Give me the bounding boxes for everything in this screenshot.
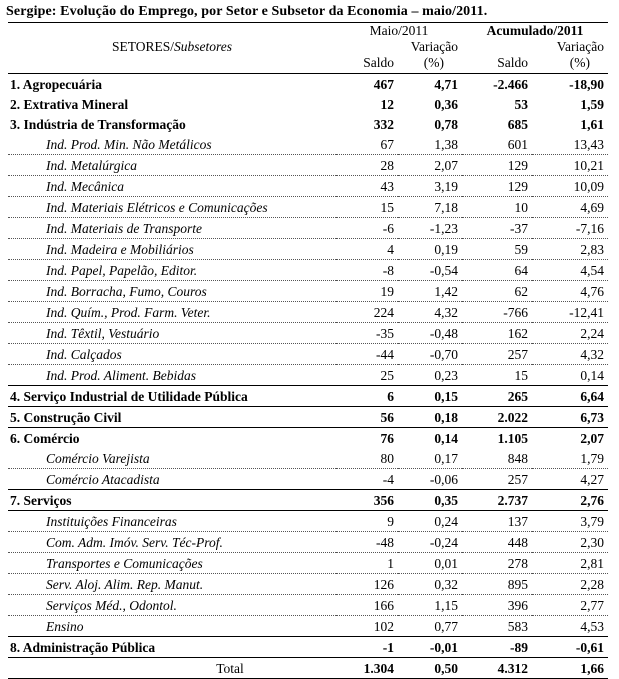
saldo-acumulado: 895 bbox=[462, 574, 532, 595]
variacao-acumulado: 2,77 bbox=[532, 595, 608, 616]
subsector-row bbox=[8, 553, 608, 574]
row-label: Instituições Financeiras bbox=[8, 511, 336, 532]
variacao-maio: 0,24 bbox=[398, 511, 462, 532]
saldo-acumulado: 1.105 bbox=[497, 430, 528, 446]
saldo-acumulado: -37 bbox=[462, 218, 532, 239]
row-label: Serv. Aloj. Alim. Rep. Manut. bbox=[8, 574, 336, 595]
variacao-acumulado: 13,43 bbox=[532, 134, 608, 155]
variacao-maio: -0,01 bbox=[398, 637, 462, 658]
variacao-label: Variação bbox=[556, 39, 604, 54]
saldo-acumulado: 162 bbox=[462, 323, 532, 344]
row-label: 1. Agropecuária bbox=[10, 76, 102, 92]
saldo-maio: 12 bbox=[380, 96, 394, 112]
row-label: 7. Serviços bbox=[8, 490, 336, 511]
saldo-acumulado: 2.737 bbox=[462, 490, 532, 511]
saldo-maio: 332 bbox=[373, 116, 394, 132]
variacao-acumulado: 4,69 bbox=[532, 197, 608, 218]
saldo-maio: 76 bbox=[380, 430, 394, 446]
sector-row bbox=[8, 637, 608, 658]
saldo-acumulado: 257 bbox=[462, 344, 532, 365]
variacao-acumulado: 1,59 bbox=[580, 96, 604, 112]
sector-row bbox=[8, 114, 608, 134]
row-label: Ind. Materiais de Transporte bbox=[8, 218, 336, 239]
subsector-row bbox=[8, 365, 608, 386]
saldo-maio: 126 bbox=[336, 574, 398, 595]
sector-row bbox=[8, 386, 608, 407]
subsector-row bbox=[8, 344, 608, 365]
variacao-maio-header bbox=[398, 39, 462, 74]
saldo-maio: 43 bbox=[336, 176, 398, 197]
setores-header bbox=[8, 39, 336, 74]
variacao-acumulado: 2,24 bbox=[532, 323, 608, 344]
subsector-row bbox=[8, 302, 608, 323]
subsector-row bbox=[8, 155, 608, 176]
saldo-maio: 224 bbox=[336, 302, 398, 323]
variacao-maio: 0,32 bbox=[398, 574, 462, 595]
saldo-maio: 15 bbox=[336, 197, 398, 218]
total-variacao-maio: 0,50 bbox=[398, 658, 462, 679]
variacao-acumulado: 6,64 bbox=[532, 386, 608, 407]
saldo-maio: 9 bbox=[336, 511, 398, 532]
header-row-periods bbox=[8, 23, 608, 40]
saldo-acumulado: 53 bbox=[514, 96, 528, 112]
saldo-acumulado: 10 bbox=[462, 197, 532, 218]
saldo-acumulado: 62 bbox=[462, 281, 532, 302]
pct-label: (%) bbox=[569, 55, 590, 70]
saldo-maio: 28 bbox=[336, 155, 398, 176]
pct-label: (%) bbox=[423, 55, 444, 70]
variacao-acumulado: 6,73 bbox=[532, 407, 608, 428]
variacao-maio: 1,38 bbox=[398, 134, 462, 155]
saldo-acumulado: 2.022 bbox=[462, 407, 532, 428]
saldo-label: Saldo bbox=[497, 55, 528, 70]
saldo-acumulado: 64 bbox=[462, 260, 532, 281]
saldo-acumulado: 396 bbox=[462, 595, 532, 616]
sector-row bbox=[8, 74, 608, 95]
variacao-maio: -0,54 bbox=[398, 260, 462, 281]
variacao-acumulado: 2,81 bbox=[532, 553, 608, 574]
saldo-acumulado: 257 bbox=[462, 469, 532, 490]
variacao-acumulado: 4,76 bbox=[532, 281, 608, 302]
total-row bbox=[8, 658, 608, 679]
saldo-acumulado: 601 bbox=[462, 134, 532, 155]
saldo-acumulado: 265 bbox=[462, 386, 532, 407]
saldo-maio: 467 bbox=[373, 76, 394, 92]
row-label: 5. Construção Civil bbox=[8, 407, 336, 428]
saldo-acumulado: 129 bbox=[462, 176, 532, 197]
employment-table bbox=[8, 22, 608, 679]
variacao-maio: -0,70 bbox=[398, 344, 462, 365]
sector-row bbox=[8, 407, 608, 428]
variacao-maio: 7,18 bbox=[398, 197, 462, 218]
saldo-maio: 80 bbox=[336, 448, 398, 469]
variacao-acumulado: 3,79 bbox=[532, 511, 608, 532]
variacao-maio: -0,06 bbox=[398, 469, 462, 490]
saldo-acumulado: 137 bbox=[462, 511, 532, 532]
saldo-maio: 166 bbox=[336, 595, 398, 616]
total-variacao-acumulado: 1,66 bbox=[532, 658, 608, 679]
total-saldo-maio: 1.304 bbox=[336, 658, 398, 679]
saldo-maio: -44 bbox=[336, 344, 398, 365]
total-label: Total bbox=[8, 658, 336, 679]
variacao-maio: 0,77 bbox=[398, 616, 462, 637]
variacao-label: Variação bbox=[410, 39, 458, 54]
row-label: Ind. Prod. Min. Não Metálicos bbox=[8, 134, 336, 155]
variacao-acumulado: 2,28 bbox=[532, 574, 608, 595]
variacao-acumulado: -18,90 bbox=[569, 76, 604, 92]
variacao-maio: 0,36 bbox=[434, 96, 458, 112]
saldo-acumulado: 129 bbox=[462, 155, 532, 176]
row-label: Ind. Calçados bbox=[8, 344, 336, 365]
saldo-maio: 1 bbox=[336, 553, 398, 574]
period-maio-header: Maio/2011 bbox=[336, 23, 462, 40]
saldo-maio: 67 bbox=[336, 134, 398, 155]
variacao-acumulado: 4,54 bbox=[532, 260, 608, 281]
sector-row bbox=[8, 94, 608, 114]
row-label: Ind. Prod. Aliment. Bebidas bbox=[8, 365, 336, 386]
variacao-acumulado: 2,83 bbox=[532, 239, 608, 260]
saldo-maio: -6 bbox=[336, 218, 398, 239]
variacao-maio: 2,07 bbox=[398, 155, 462, 176]
saldo-acumulado: 448 bbox=[462, 532, 532, 553]
saldo-acumulado-header bbox=[462, 39, 532, 74]
variacao-maio: 1,42 bbox=[398, 281, 462, 302]
sector-row bbox=[8, 428, 608, 449]
variacao-maio: -1,23 bbox=[398, 218, 462, 239]
variacao-maio: 0,18 bbox=[398, 407, 462, 428]
subsector-row bbox=[8, 574, 608, 595]
subsector-row bbox=[8, 469, 608, 490]
variacao-acumulado: 2,30 bbox=[532, 532, 608, 553]
saldo-acumulado: 685 bbox=[507, 116, 528, 132]
saldo-maio-header bbox=[336, 39, 398, 74]
subsector-row bbox=[8, 595, 608, 616]
saldo-label: Saldo bbox=[363, 55, 394, 70]
subsector-row bbox=[8, 260, 608, 281]
saldo-maio: -35 bbox=[336, 323, 398, 344]
row-label: Comércio Atacadista bbox=[8, 469, 336, 490]
subsector-row bbox=[8, 532, 608, 553]
subsector-row bbox=[8, 616, 608, 637]
row-label: Ind. Papel, Papelão, Editor. bbox=[8, 260, 336, 281]
row-label: Com. Adm. Imóv. Serv. Téc-Prof. bbox=[8, 532, 336, 553]
variacao-maio: 0,01 bbox=[398, 553, 462, 574]
total-saldo-acumulado: 4.312 bbox=[462, 658, 532, 679]
saldo-acumulado: 59 bbox=[462, 239, 532, 260]
saldo-acumulado: 583 bbox=[462, 616, 532, 637]
saldo-acumulado: 848 bbox=[462, 448, 532, 469]
saldo-acumulado: 15 bbox=[462, 365, 532, 386]
variacao-maio: 3,19 bbox=[398, 176, 462, 197]
subsector-row bbox=[8, 323, 608, 344]
variacao-maio: 1,15 bbox=[398, 595, 462, 616]
variacao-maio: 0,35 bbox=[398, 490, 462, 511]
variacao-acumulado: 10,09 bbox=[532, 176, 608, 197]
saldo-maio: -8 bbox=[336, 260, 398, 281]
period-acumulado-header: Acumulado/2011 bbox=[462, 23, 608, 40]
subsector-row bbox=[8, 281, 608, 302]
variacao-acumulado: 4,32 bbox=[532, 344, 608, 365]
row-label: 6. Comércio bbox=[10, 430, 80, 446]
saldo-maio: -1 bbox=[336, 637, 398, 658]
row-label: Ind. Quím., Prod. Farm. Veter. bbox=[8, 302, 336, 323]
subsector-row bbox=[8, 134, 608, 155]
setores-label: SETORES/ bbox=[111, 39, 174, 54]
row-label: Ind. Mecânica bbox=[8, 176, 336, 197]
variacao-acumulado: 4,27 bbox=[532, 469, 608, 490]
row-label: 8. Administração Pública bbox=[8, 637, 336, 658]
saldo-maio: 4 bbox=[336, 239, 398, 260]
variacao-maio: -0,24 bbox=[398, 532, 462, 553]
row-label: 2. Extrativa Mineral bbox=[10, 96, 129, 112]
variacao-acumulado: 2,07 bbox=[580, 430, 604, 446]
sector-row bbox=[8, 490, 608, 511]
variacao-acumulado-header bbox=[532, 39, 608, 74]
row-label: Ind. Borracha, Fumo, Couros bbox=[8, 281, 336, 302]
saldo-maio: 19 bbox=[336, 281, 398, 302]
table-title: Sergipe: Evolução do Emprego, por Setor e Subsetor da Economia – maio/2011. bbox=[6, 4, 488, 19]
saldo-maio: -48 bbox=[336, 532, 398, 553]
variacao-acumulado: 1,79 bbox=[532, 448, 608, 469]
saldo-maio: 102 bbox=[336, 616, 398, 637]
saldo-maio: -4 bbox=[336, 469, 398, 490]
subsector-row bbox=[8, 511, 608, 532]
variacao-maio: 4,32 bbox=[398, 302, 462, 323]
variacao-maio: 4,71 bbox=[434, 76, 458, 92]
header-row-columns bbox=[8, 39, 608, 74]
variacao-acumulado: -7,16 bbox=[532, 218, 608, 239]
subsector-row bbox=[8, 448, 608, 469]
saldo-acumulado: 278 bbox=[462, 553, 532, 574]
variacao-acumulado: 0,14 bbox=[532, 365, 608, 386]
table-body bbox=[8, 74, 608, 658]
row-label: Ind. Materiais Elétricos e Comunicações bbox=[8, 197, 336, 218]
saldo-acumulado: -766 bbox=[462, 302, 532, 323]
saldo-maio: 56 bbox=[336, 407, 398, 428]
variacao-acumulado: -12,41 bbox=[532, 302, 608, 323]
subsetores-label: Subsetores bbox=[174, 39, 232, 54]
variacao-acumulado: -0,61 bbox=[532, 637, 608, 658]
variacao-maio: 0,78 bbox=[434, 116, 458, 132]
row-label: Transportes e Comunicações bbox=[8, 553, 336, 574]
variacao-acumulado: 1,61 bbox=[580, 116, 604, 132]
variacao-maio: 0,23 bbox=[398, 365, 462, 386]
subsector-row bbox=[8, 197, 608, 218]
variacao-maio: 0,17 bbox=[398, 448, 462, 469]
row-label: 3. Indústria de Transformação bbox=[10, 116, 186, 132]
saldo-acumulado: -89 bbox=[462, 637, 532, 658]
row-label: Ensino bbox=[8, 616, 336, 637]
subsector-row bbox=[8, 176, 608, 197]
row-label: Ind. Madeira e Mobiliários bbox=[8, 239, 336, 260]
variacao-acumulado: 2,76 bbox=[532, 490, 608, 511]
variacao-maio: -0,48 bbox=[398, 323, 462, 344]
saldo-maio: 356 bbox=[336, 490, 398, 511]
subsector-row bbox=[8, 239, 608, 260]
row-label: Comércio Varejista bbox=[8, 448, 336, 469]
saldo-maio: 25 bbox=[336, 365, 398, 386]
row-label: Serviços Méd., Odontol. bbox=[8, 595, 336, 616]
variacao-maio: 0,14 bbox=[434, 430, 458, 446]
row-label: Ind. Metalúrgica bbox=[8, 155, 336, 176]
variacao-maio: 0,15 bbox=[398, 386, 462, 407]
variacao-maio: 0,19 bbox=[398, 239, 462, 260]
saldo-maio: 6 bbox=[336, 386, 398, 407]
variacao-acumulado: 10,21 bbox=[532, 155, 608, 176]
row-label: 4. Serviço Industrial de Utilidade Pública bbox=[8, 386, 336, 407]
variacao-acumulado: 4,53 bbox=[532, 616, 608, 637]
row-label: Ind. Têxtil, Vestuário bbox=[8, 323, 336, 344]
saldo-acumulado: -2.466 bbox=[493, 76, 528, 92]
subsector-row bbox=[8, 218, 608, 239]
